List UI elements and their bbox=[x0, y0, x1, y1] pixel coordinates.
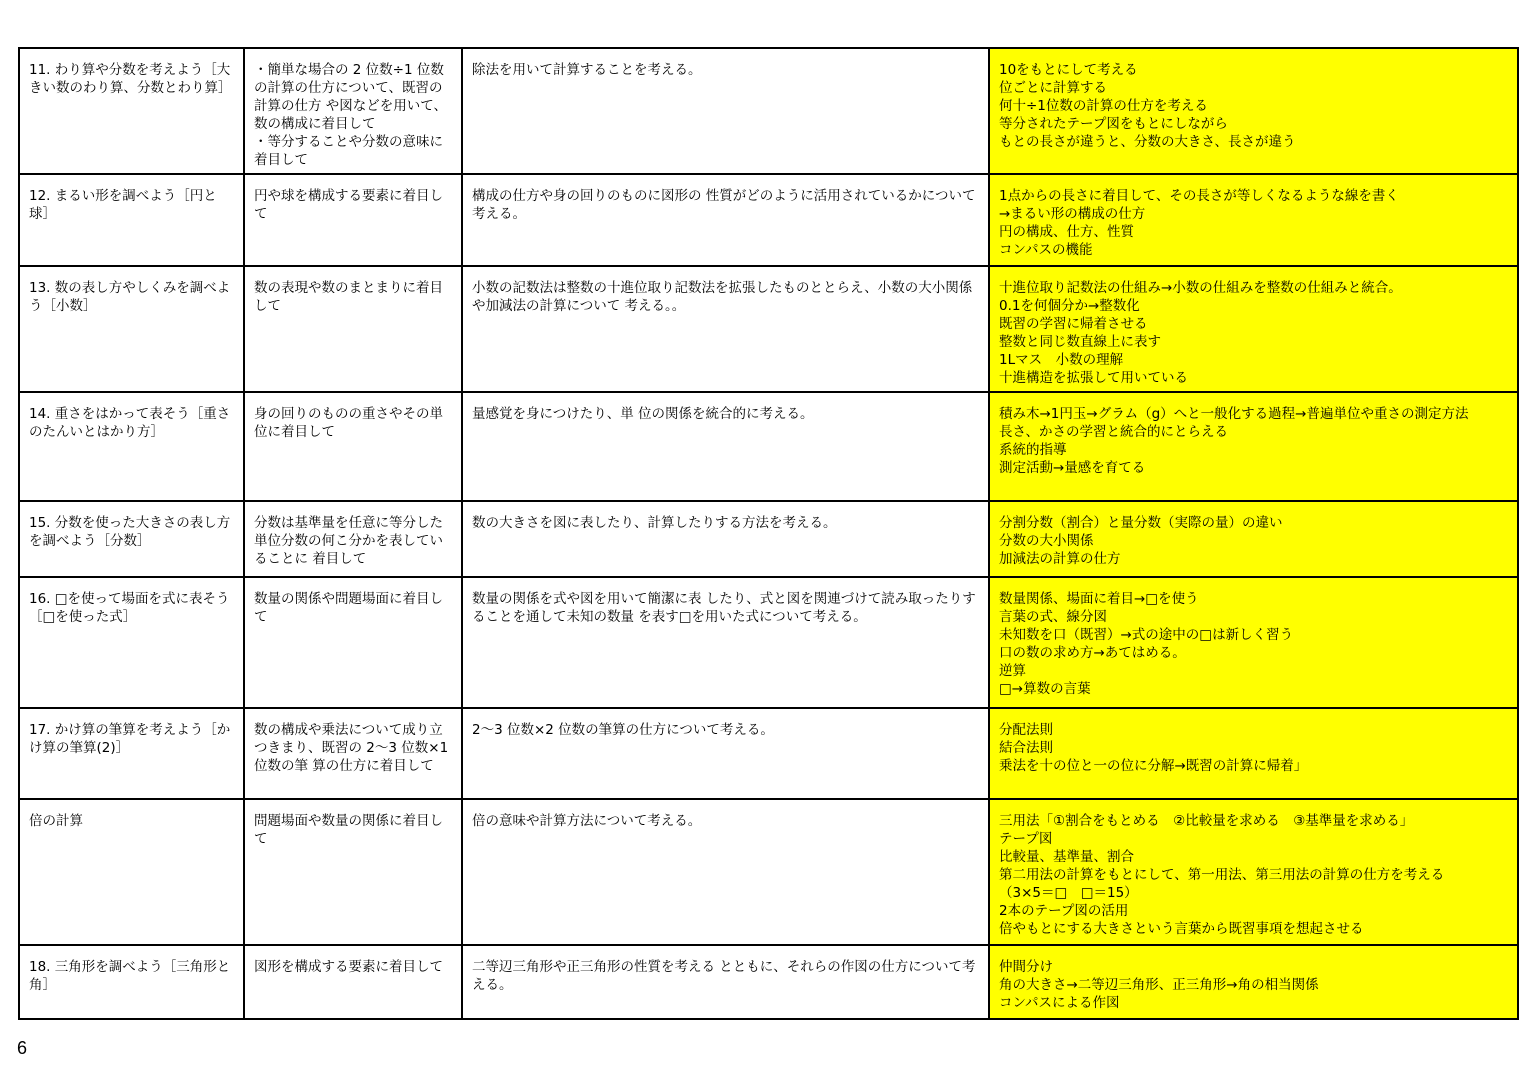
table-body bbox=[19, 48, 1518, 1019]
thinking-cell: 数量の関係を式や図を用いて簡潔に表 したり、式と図を関連づけて読み取ったりすることを通して未知の数量 を表す□を用いた式について考える。 bbox=[462, 577, 989, 708]
viewpoint-cell: 円や球を構成する要素に着目して bbox=[244, 174, 462, 266]
viewpoint-cell: 数量の関係や問題場面に着目して bbox=[244, 577, 462, 708]
thinking-cell: 数の大きさを図に表したり、計算したりする方法を考える。 bbox=[462, 501, 989, 577]
note-line: （3×5＝□ □＝15） bbox=[999, 885, 1138, 901]
viewpoint-cell: 数の表現や数のまとまりに着目して bbox=[244, 266, 462, 392]
note-line: 円の構成、仕方、性質 bbox=[999, 224, 1134, 240]
table-row bbox=[19, 945, 1518, 1019]
note-line: 何十÷1位数の計算の仕方を考える bbox=[999, 98, 1208, 114]
viewpoint-cell: 問題場面や数量の関係に着目して bbox=[244, 799, 462, 945]
note-line: 分数の大小関係 bbox=[999, 533, 1094, 549]
notes-cell bbox=[989, 48, 1518, 174]
table-row bbox=[19, 266, 1518, 392]
table-row bbox=[19, 501, 1518, 577]
note-line: 逆算 bbox=[999, 663, 1026, 679]
note-line: 分割分数（割合）と量分数（実際の量）の違い bbox=[999, 515, 1283, 531]
note-line: 1点からの長さに着目して、その長さが等しくなるような線を書く bbox=[999, 188, 1399, 204]
note-line: 等分されたテープ図をもとにしながら bbox=[999, 116, 1228, 132]
table-row bbox=[19, 708, 1518, 799]
thinking-cell: 小数の記数法は整数の十進位取り記数法を拡張したものととらえ、小数の大小関係や加減法の計算について 考える。。 bbox=[462, 266, 989, 392]
table-row bbox=[19, 48, 1518, 174]
notes-cell bbox=[989, 577, 1518, 708]
viewpoint-cell: ・簡単な場合の 2 位数÷1 位数の計算の仕方について、既習の計算の仕方 や図などを用いて、数の構成に着目して ・等分することや分数の意味に着目して bbox=[244, 48, 462, 174]
note-line: 乗法を十の位と一の位に分解→既習の計算に帰着」 bbox=[999, 758, 1308, 774]
thinking-cell: 倍の意味や計算方法について考える。 bbox=[462, 799, 989, 945]
note-line: 比較量、基準量、割合 bbox=[999, 849, 1134, 865]
note-line: コンパスによる作図 bbox=[999, 995, 1120, 1011]
viewpoint-cell: 数の構成や乗法について成り立つきまり、既習の 2～3 位数×1 位数の筆 算の仕方に着目して bbox=[244, 708, 462, 799]
curriculum-table bbox=[18, 47, 1519, 1020]
note-line: 10をもとにして考える bbox=[999, 62, 1138, 78]
table-row bbox=[19, 799, 1518, 945]
note-line: 十進位取り記数法の仕組み→小数の仕組みを整数の仕組みと統合。 bbox=[999, 280, 1402, 296]
note-line: 加減法の計算の仕方 bbox=[999, 551, 1121, 567]
thinking-cell: 構成の仕方や身の回りのものに図形の 性質がどのように活用されているかについて考える。 bbox=[462, 174, 989, 266]
note-line: 数量関係、場面に着目→□を使う bbox=[999, 591, 1199, 607]
unit-cell: 17. かけ算の筆算を考えよう［かけ算の筆算(2)］ bbox=[19, 708, 244, 799]
page-number: 6 bbox=[17, 1038, 28, 1058]
note-line: 未知数を口（既習）→式の途中の□は新しく習う bbox=[999, 627, 1294, 643]
note-line: 三用法「①割合をもとめる ②比較量を求める ③基準量を求める」 bbox=[999, 813, 1414, 829]
thinking-cell: 2～3 位数×2 位数の筆算の仕方について考える。 bbox=[462, 708, 989, 799]
unit-cell: 14. 重さをはかって表そう［重さのたんいとはかり方］ bbox=[19, 392, 244, 501]
note-line: 倍やもとにする大きさという言葉から既習事項を想起させる bbox=[999, 921, 1364, 937]
thinking-cell: 二等辺三角形や正三角形の性質を考える とともに、それらの作図の仕方について考える。 bbox=[462, 945, 989, 1019]
notes-cell bbox=[989, 501, 1518, 577]
note-line: 1Lマス 小数の理解 bbox=[999, 352, 1124, 368]
note-line: 整数と同じ数直線上に表す bbox=[999, 334, 1161, 350]
note-line: 積み木→1円玉→グラム（g）へと一般化する過程→普遍単位や重さの測定方法 bbox=[999, 406, 1469, 422]
note-line: 第二用法の計算をもとにして、第一用法、第三用法の計算の仕方を考える bbox=[999, 867, 1445, 883]
note-line: 結合法則 bbox=[999, 740, 1053, 756]
note-line: 既習の学習に帰着させる bbox=[999, 316, 1148, 332]
note-line: 長さ、かさの学習と統合的にとらえる bbox=[999, 424, 1228, 440]
note-line: →まるい形の構成の仕方 bbox=[999, 206, 1146, 222]
viewpoint-cell: 身の回りのものの重さやその単位に着目して bbox=[244, 392, 462, 501]
note-line: 仲間分け bbox=[999, 959, 1053, 975]
table-row bbox=[19, 577, 1518, 708]
unit-cell: 15. 分数を使った大きさの表し方を調べよう［分数］ bbox=[19, 501, 244, 577]
notes-cell bbox=[989, 708, 1518, 799]
note-line: 分配法則 bbox=[999, 722, 1053, 738]
note-line: 十進構造を拡張して用いている bbox=[999, 370, 1188, 386]
notes-cell bbox=[989, 392, 1518, 501]
note-line: □→算数の言葉 bbox=[999, 681, 1091, 697]
notes-cell bbox=[989, 174, 1518, 266]
notes-cell bbox=[989, 266, 1518, 392]
unit-cell: 13. 数の表し方やしくみを調べよう［小数］ bbox=[19, 266, 244, 392]
unit-cell: 16. □を使って場面を式に表そう［□を使った式］ bbox=[19, 577, 244, 708]
unit-cell: 11. わり算や分数を考えよう［大きい数のわり算、分数とわり算］ bbox=[19, 48, 244, 174]
note-line: 0.1を何個分か→整数化 bbox=[999, 298, 1140, 314]
notes-cell bbox=[989, 945, 1518, 1019]
viewpoint-cell: 分数は基準量を任意に等分した単位分数の何こ分かを表していることに 着目して bbox=[244, 501, 462, 577]
note-line: コンパスの機能 bbox=[999, 242, 1093, 258]
table-row bbox=[19, 174, 1518, 266]
note-line: 口の数の求め方→あてはめる。 bbox=[999, 645, 1186, 661]
note-line: 言葉の式、線分図 bbox=[999, 609, 1107, 625]
table-row bbox=[19, 392, 1518, 501]
notes-cell bbox=[989, 799, 1518, 945]
note-line: 系統的指導 bbox=[999, 442, 1067, 458]
note-line: テープ図 bbox=[999, 831, 1053, 847]
thinking-cell: 量感覚を身につけたり、単 位の関係を統合的に考える。 bbox=[462, 392, 989, 501]
note-line: 位ごとに計算する bbox=[999, 80, 1107, 96]
note-line: もとの長さが違うと、分数の大きさ、長さが違う bbox=[999, 134, 1296, 150]
note-line: 測定活動→量感を育てる bbox=[999, 460, 1146, 476]
thinking-cell: 除法を用いて計算することを考える。 bbox=[462, 48, 989, 174]
note-line: 2本のテープ図の活用 bbox=[999, 903, 1129, 919]
note-line: 角の大きさ→二等辺三角形、正三角形→角の相当関係 bbox=[999, 977, 1319, 993]
viewpoint-cell: 図形を構成する要素に着目して bbox=[244, 945, 462, 1019]
unit-cell: 18. 三角形を調べよう［三角形と角］ bbox=[19, 945, 244, 1019]
unit-cell: 倍の計算 bbox=[19, 799, 244, 945]
unit-cell: 12. まるい形を調べよう［円と球］ bbox=[19, 174, 244, 266]
